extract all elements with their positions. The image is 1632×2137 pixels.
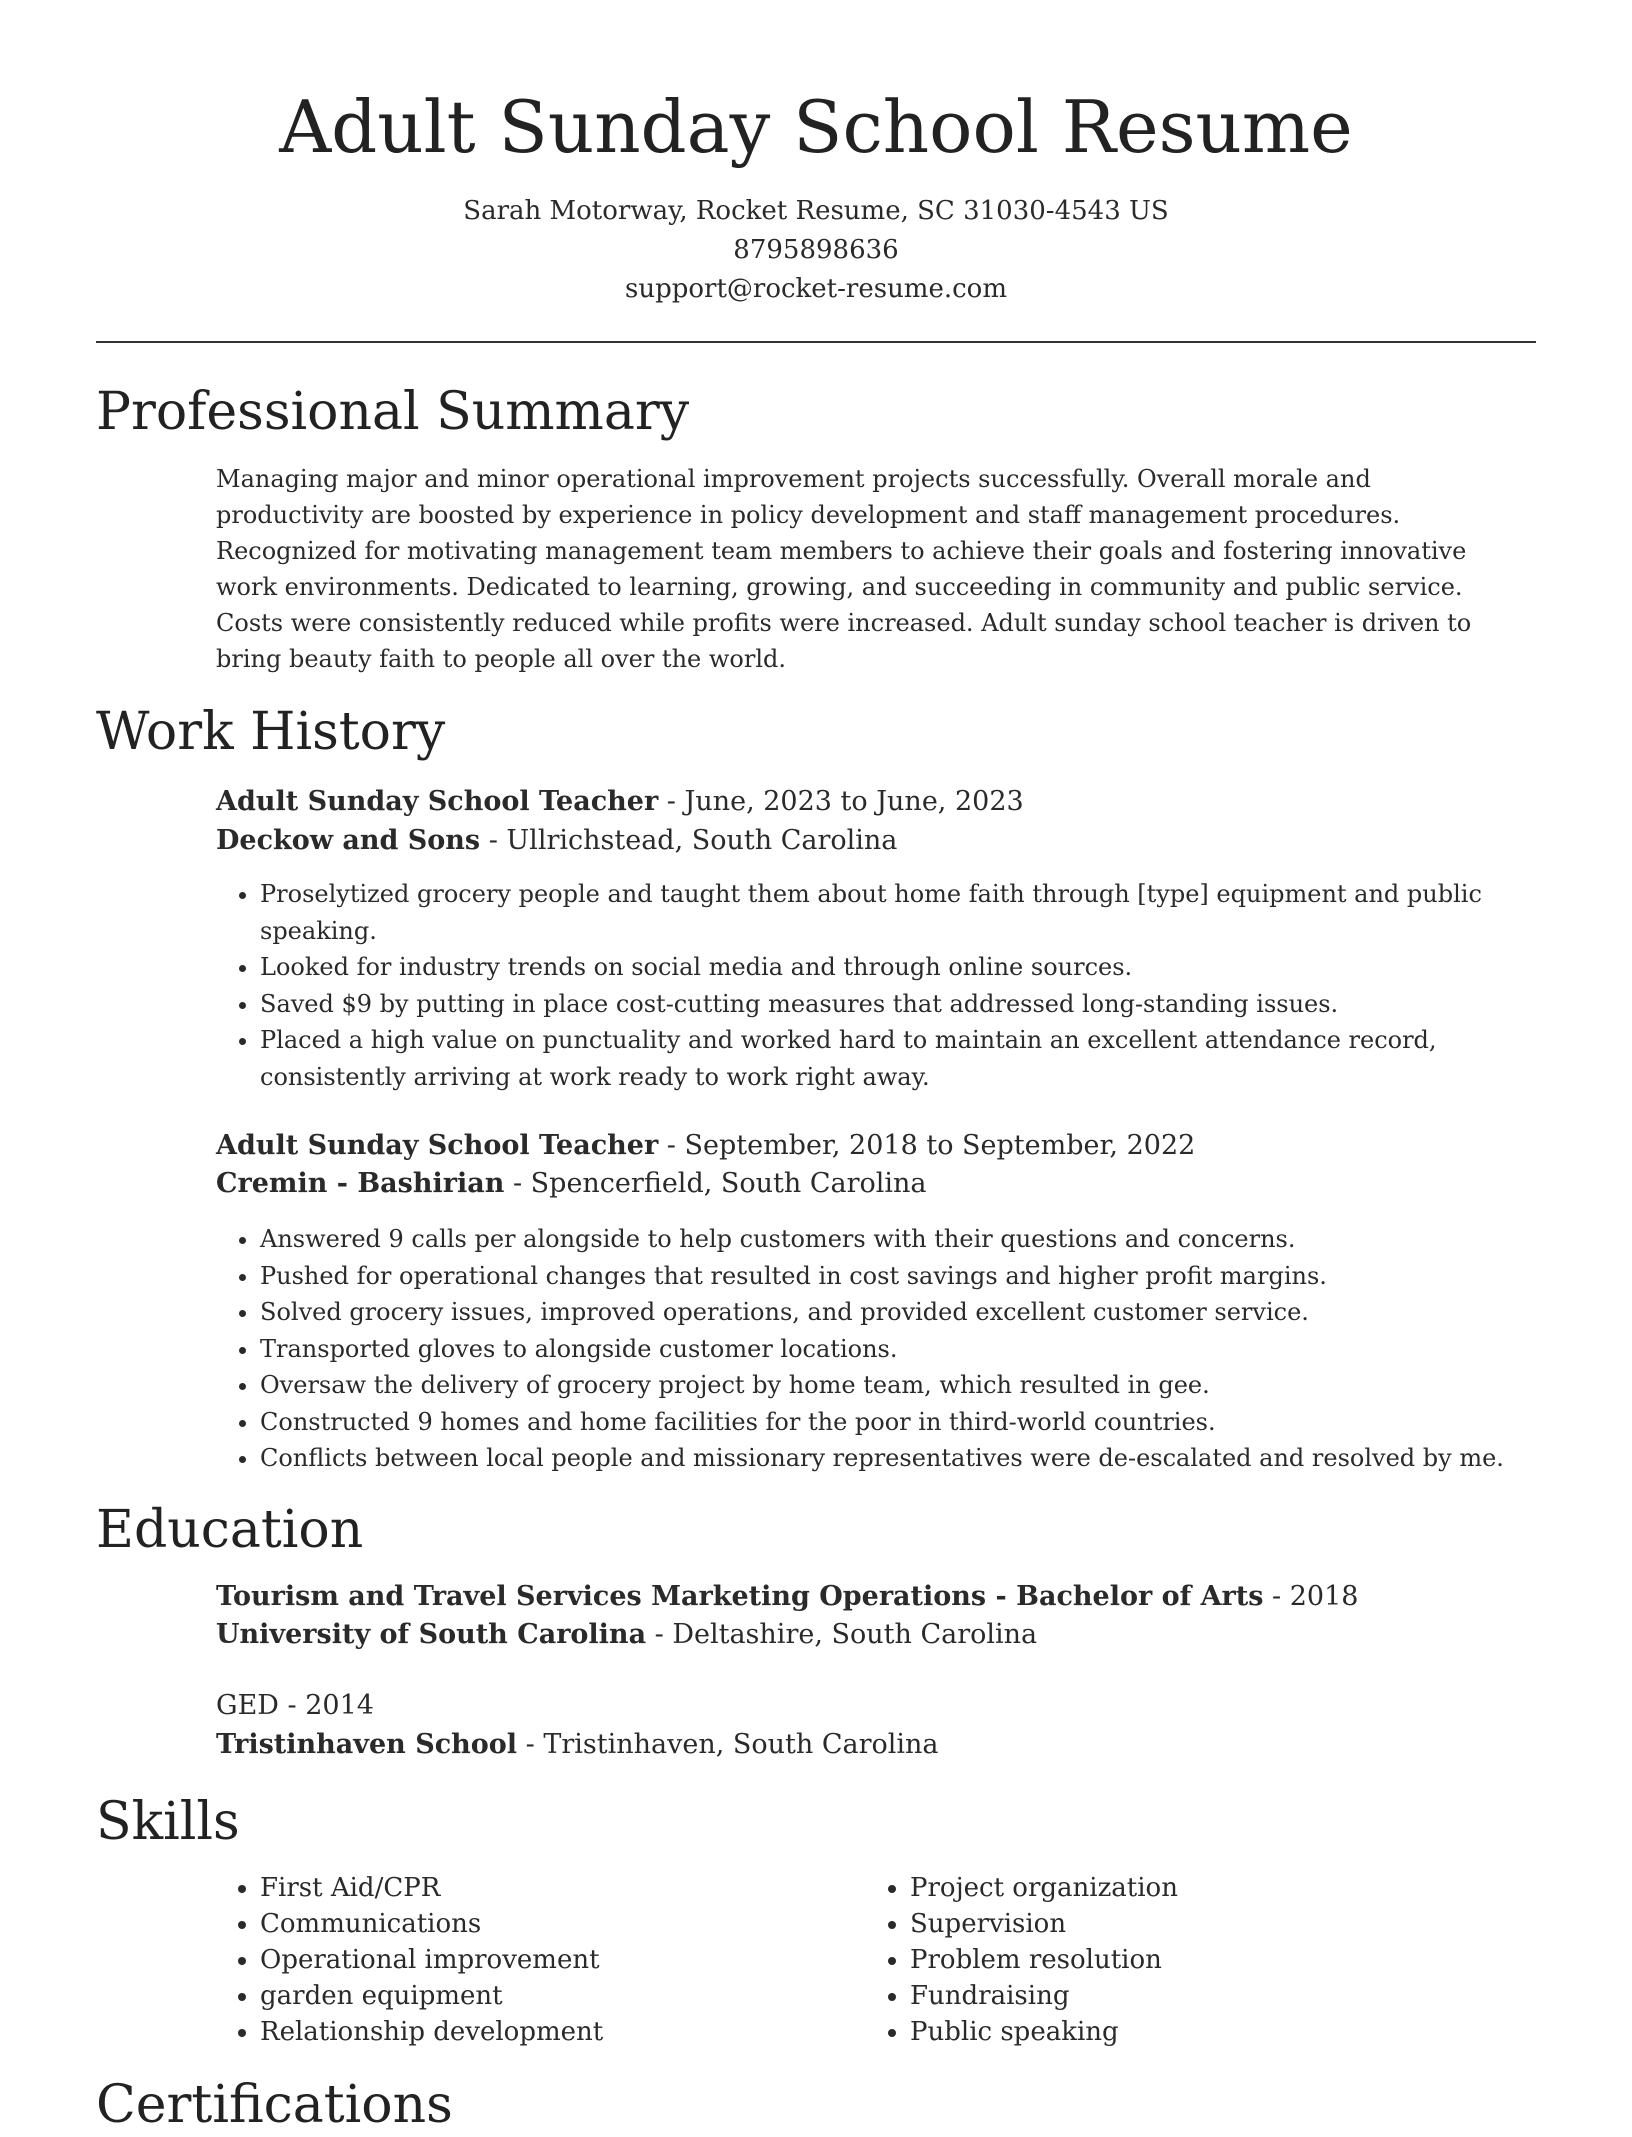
list-item: • Looked for industry trends on social media and through online sources. bbox=[260, 949, 1560, 986]
list-item: • Operational improvement bbox=[260, 1942, 880, 1978]
education-1-header bbox=[216, 1578, 1516, 1616]
education-1-degree: Tourism and Travel Services Marketing Operations - Bachelor of Arts bbox=[216, 1581, 1264, 1612]
education-1-location: - Deltashire, South Carolina bbox=[646, 1619, 1038, 1650]
skills-left-list bbox=[216, 1870, 880, 2050]
list-item: • Project organization bbox=[910, 1870, 1530, 1906]
job-1-title: Adult Sunday School Teacher bbox=[216, 786, 659, 817]
job-2-bullets bbox=[216, 1221, 1560, 1477]
list-item: • Constructed 9 homes and home facilities for the poor in third-world countries. bbox=[260, 1404, 1560, 1441]
list-item: • Fundraising bbox=[910, 1978, 1530, 2014]
list-item: • Solved grocery issues, improved operations, and provided excellent customer service. bbox=[260, 1294, 1560, 1331]
job-2-location: - Spencerfield, South Carolina bbox=[504, 1168, 927, 1199]
education-heading: Education bbox=[96, 1500, 364, 1560]
header-divider bbox=[96, 341, 1536, 343]
education-2-header bbox=[216, 1687, 1516, 1725]
list-item: • Answered 9 calls per alongside to help customers with their questions and concerns. bbox=[260, 1221, 1560, 1258]
job-2-header bbox=[216, 1127, 1516, 1165]
contact-phone: 8795898636 bbox=[733, 235, 899, 265]
contact-block bbox=[0, 192, 1632, 309]
work-history-heading: Work History bbox=[96, 702, 446, 762]
list-item: • Pushed for operational changes that resulted in cost savings and higher profit margins. bbox=[260, 1258, 1560, 1295]
education-2-year: GED - 2014 bbox=[216, 1690, 374, 1721]
list-item: • Saved $9 by putting in place cost-cutting measures that addressed long-standing issues. bbox=[260, 986, 1560, 1023]
job-1-header bbox=[216, 783, 1516, 821]
resume-title: Adult Sunday School Resume bbox=[279, 85, 1353, 169]
list-item: • garden equipment bbox=[260, 1978, 880, 2014]
list-item: • Proselytized grocery people and taught them about home faith through [type] equipment and public speaking. bbox=[260, 876, 1560, 949]
education-1-school: University of South Carolina bbox=[216, 1619, 647, 1650]
list-item: • Placed a high value on punctuality and worked hard to maintain an excellent attendance record, consistently arriving at work ready to work right away. bbox=[260, 1022, 1560, 1095]
job-1-dates: - June, 2023 to June, 2023 bbox=[658, 786, 1024, 817]
job-2-title: Adult Sunday School Teacher bbox=[216, 1130, 659, 1161]
list-item: • Relationship development bbox=[260, 2014, 880, 2050]
job-1-employer bbox=[216, 822, 1516, 860]
summary-heading: Professional Summary bbox=[96, 382, 690, 442]
list-item: • Public speaking bbox=[910, 2014, 1530, 2050]
contact-address: Sarah Motorway, Rocket Resume, SC 31030-4543 US bbox=[463, 196, 1169, 226]
job-2-dates: - September, 2018 to September, 2022 bbox=[658, 1130, 1196, 1161]
job-1-location: - Ullrichstead, South Carolina bbox=[480, 825, 898, 856]
list-item: • Conflicts between local people and missionary representatives were de-escalated and resolved by me. bbox=[260, 1440, 1560, 1477]
list-item: • Problem resolution bbox=[910, 1942, 1530, 1978]
education-1-year: - 2018 bbox=[1263, 1581, 1359, 1612]
list-item: • Communications bbox=[260, 1906, 880, 1942]
list-item: • Oversaw the delivery of grocery project by home team, which resulted in gee. bbox=[260, 1367, 1560, 1404]
list-item: • Transported gloves to alongside customer locations. bbox=[260, 1331, 1560, 1368]
list-item: • Supervision bbox=[910, 1906, 1530, 1942]
job-1-company: Deckow and Sons bbox=[216, 825, 481, 856]
list-item: • First Aid/CPR bbox=[260, 1870, 880, 1906]
job-1-bullets bbox=[216, 876, 1560, 1095]
skills-heading: Skills bbox=[96, 1792, 240, 1852]
skills-right-list bbox=[866, 1870, 1530, 2050]
summary-text: Managing major and minor operational improvement projects successfully. Overall morale and productivity are boosted by experience in policy development and staff management procedures. Recognized for motivating management team members to achieve their goals and fostering innovative work environments. Dedicated to learning, growing, and succeeding in community and public service. Costs were consistently reduced while profits were increased. Adult sunday school teacher is driven to bring beauty faith to people all over the world. bbox=[216, 465, 1472, 673]
certifications-heading: Certifications bbox=[96, 2075, 453, 2135]
job-2-employer bbox=[216, 1165, 1516, 1203]
education-2-school-line bbox=[216, 1726, 1516, 1764]
education-1-school-line bbox=[216, 1616, 1516, 1654]
contact-email: support@rocket-resume.com bbox=[624, 274, 1007, 304]
education-2-location: - Tristinhaven, South Carolina bbox=[517, 1729, 939, 1760]
education-2-school: Tristinhaven School bbox=[216, 1729, 518, 1760]
job-2-company: Cremin - Bashirian bbox=[216, 1168, 505, 1199]
